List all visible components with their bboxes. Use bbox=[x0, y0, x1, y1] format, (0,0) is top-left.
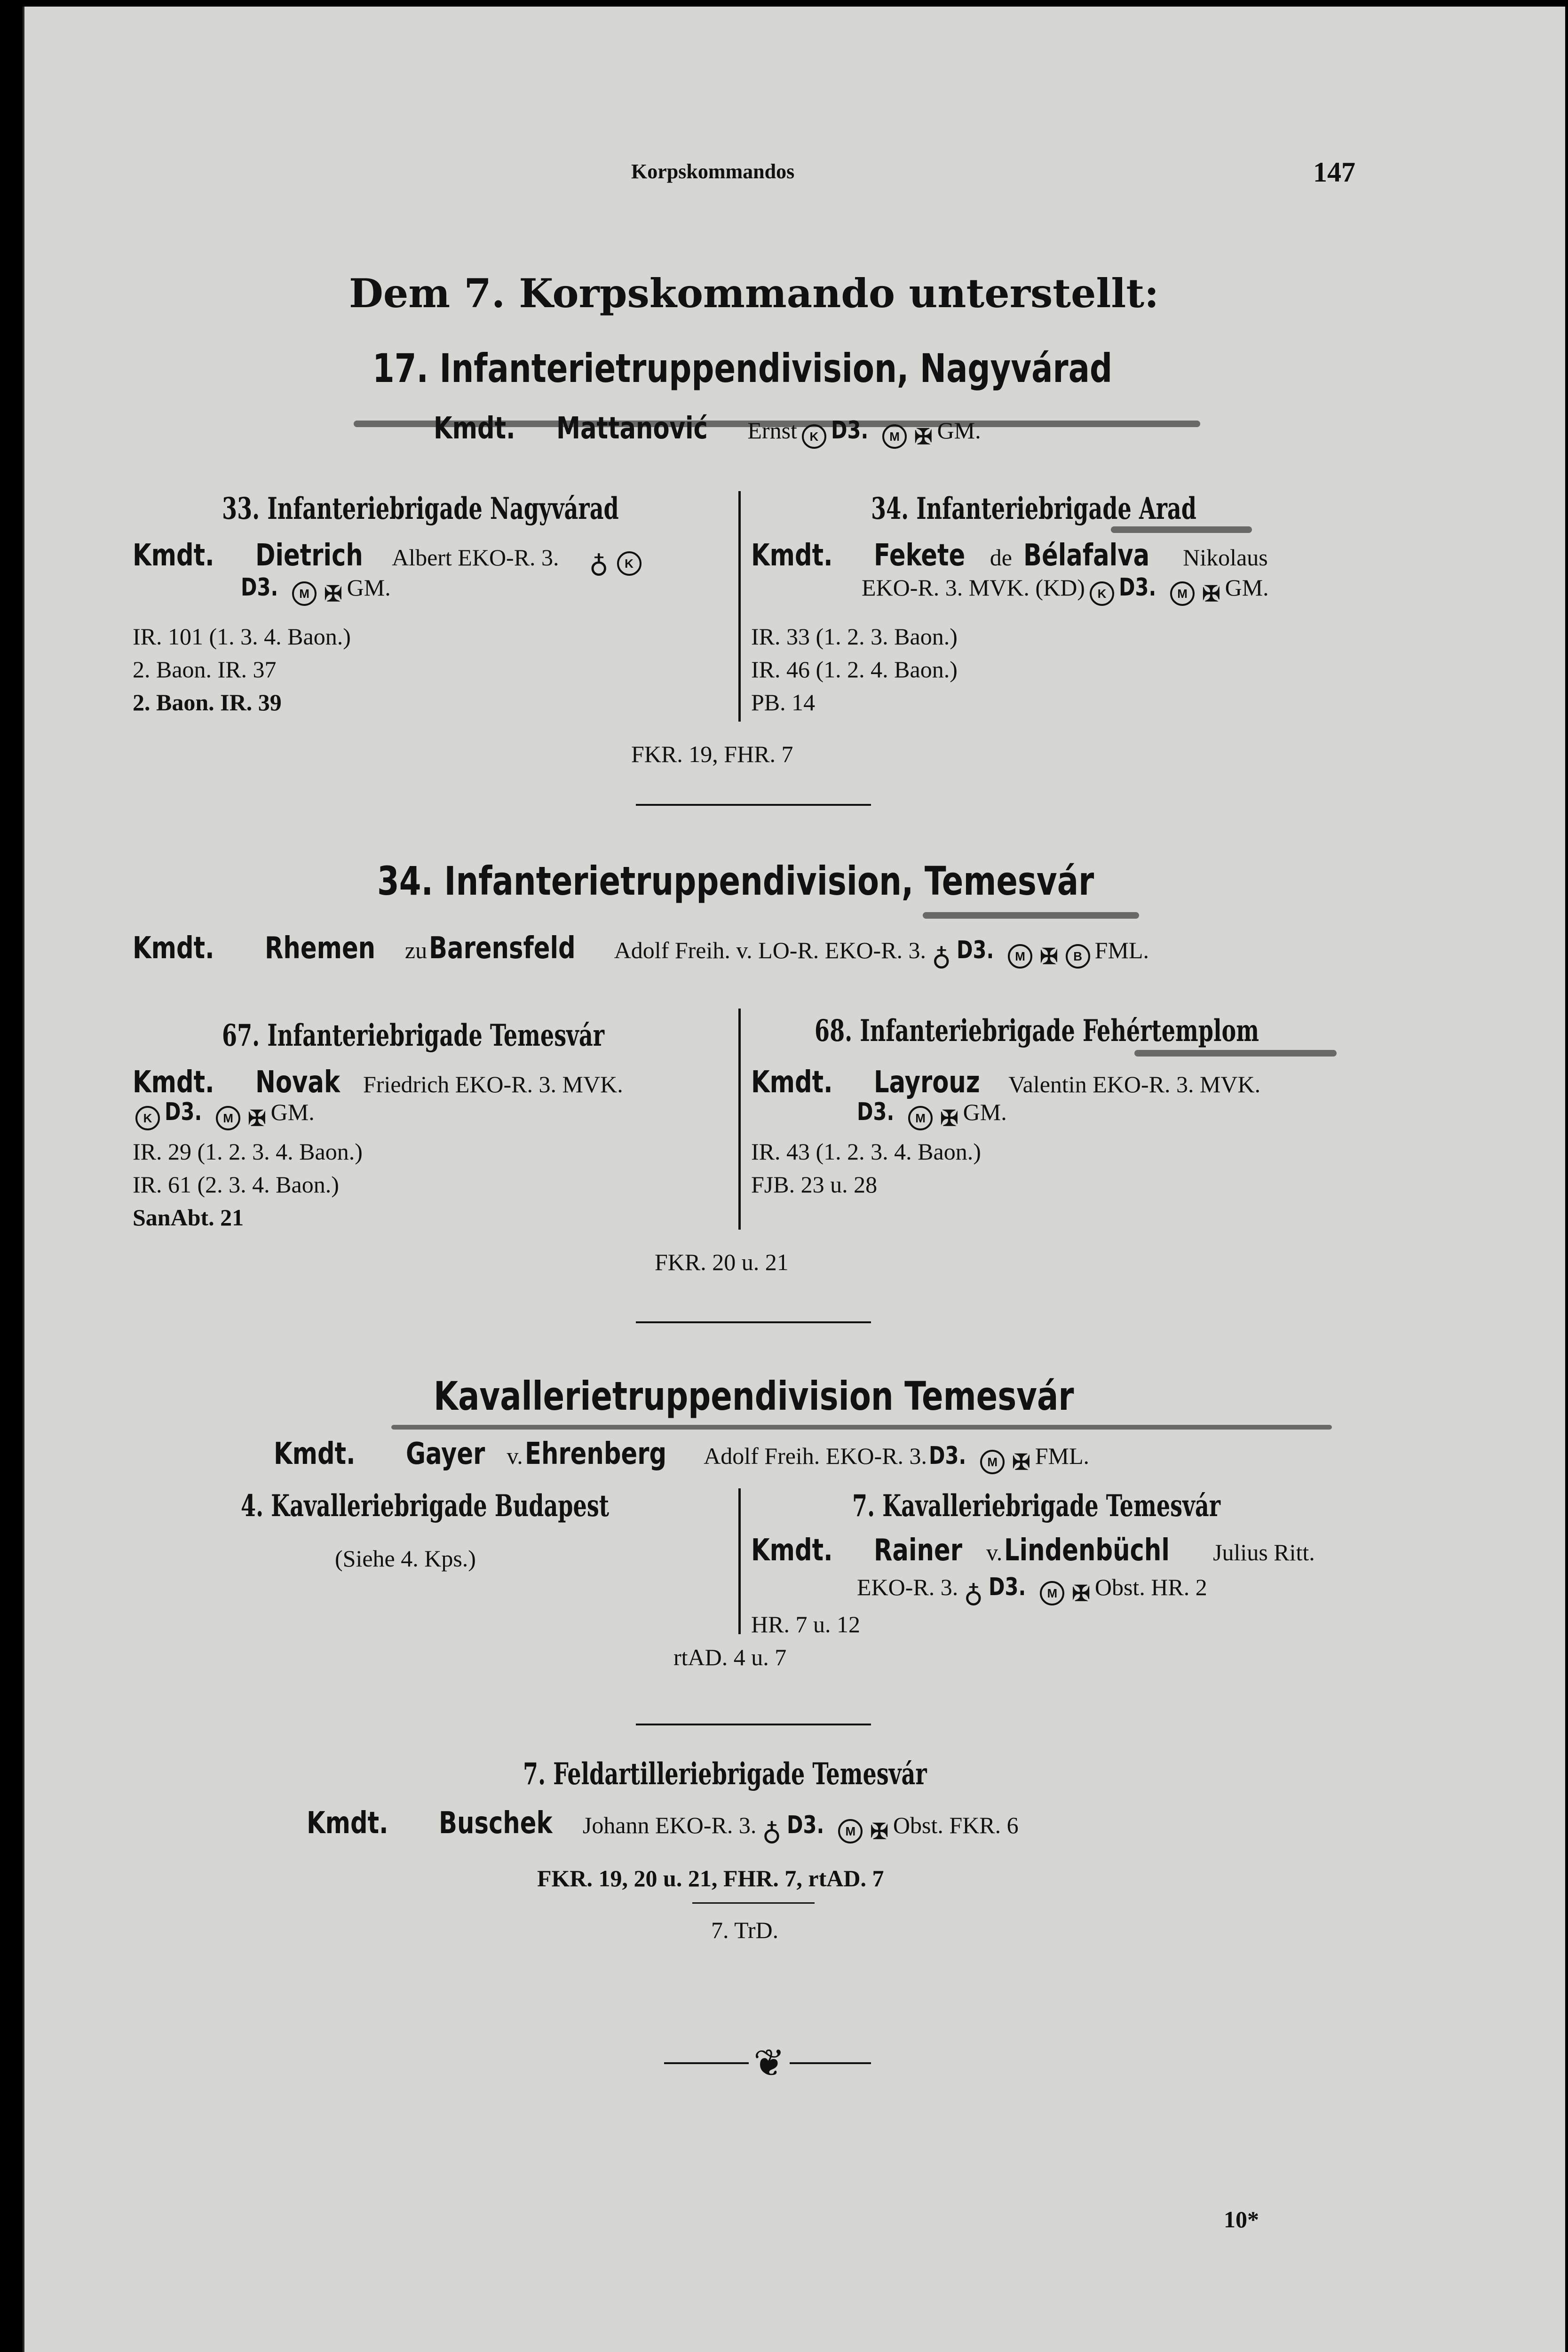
unit-line: PB. 14 bbox=[751, 689, 816, 715]
commander-name: Novak bbox=[255, 1065, 340, 1100]
kmdt-label: Kmdt. bbox=[133, 931, 214, 966]
commander-name: Dietrich bbox=[255, 538, 363, 573]
cavalry-artillery: rtAD. 4 u. 7 bbox=[673, 1644, 787, 1670]
brigade-33-commander bbox=[133, 538, 644, 579]
d3-label: D3. bbox=[241, 573, 278, 602]
commander-rank: GM. bbox=[937, 417, 981, 444]
m-icon: M bbox=[292, 581, 317, 606]
cavalry-brigade-4-title: 4. Kavalleriebrigade Budapest bbox=[241, 1488, 610, 1524]
commander-details: EKO-R. 3. MVK. (KD) bbox=[862, 574, 1085, 601]
d3-label: D3. bbox=[989, 1573, 1026, 1601]
nobility-particle: zu bbox=[404, 937, 428, 963]
m-icon: M bbox=[980, 1450, 1005, 1474]
print-smudge bbox=[1111, 526, 1252, 533]
brigade-67-rank bbox=[133, 1098, 315, 1131]
commander-name-2: Lindenbüchl bbox=[1004, 1533, 1170, 1568]
commander-details: Johann EKO-R. 3. bbox=[582, 1812, 757, 1838]
m-icon: M bbox=[216, 1106, 240, 1130]
nobility-particle: v. bbox=[507, 1443, 523, 1469]
commander-given: Julius Ritt. bbox=[1213, 1539, 1315, 1565]
unit-line: IR. 43 (1. 2. 3. 4. Baon.) bbox=[751, 1138, 981, 1165]
artillery-brigade-commander bbox=[307, 1806, 1019, 1847]
k-icon: K bbox=[802, 424, 826, 449]
print-smudge bbox=[391, 1425, 1332, 1430]
brigade-34-title: 34. Infanteriebrigade Arad bbox=[871, 491, 1196, 526]
commander-rank: Obst. HR. 2 bbox=[1094, 1574, 1207, 1600]
unit-line: IR. 33 (1. 2. 3. Baon.) bbox=[751, 623, 958, 650]
d3-label: D3. bbox=[165, 1098, 202, 1126]
commander-name: Gayer bbox=[406, 1437, 485, 1471]
commander-details: Valentin EKO-R. 3. MVK. bbox=[1008, 1071, 1261, 1097]
section-rule bbox=[636, 804, 871, 806]
unit-line: IR. 101 (1. 3. 4. Baon.) bbox=[133, 623, 351, 650]
signature-mark: 10* bbox=[1224, 2206, 1259, 2233]
b-icon: B bbox=[1066, 944, 1090, 969]
unit-line: SanAbt. 21 bbox=[133, 1204, 244, 1231]
unit-line: 2. Baon. IR. 37 bbox=[133, 656, 277, 683]
nobility-particle: de bbox=[990, 544, 1012, 571]
commander-name: Rhemen bbox=[265, 931, 376, 966]
print-smudge bbox=[923, 912, 1139, 919]
division-34-artillery: FKR. 20 u. 21 bbox=[655, 1249, 789, 1275]
division-17-title: 17. Infanterietruppendivision, Nagyvárad bbox=[372, 345, 1113, 391]
k-icon: K bbox=[1090, 581, 1114, 606]
division-17-artillery: FKR. 19, FHR. 7 bbox=[631, 741, 793, 767]
brigade-68-title: 68. Infanteriebrigade Fehértemplom bbox=[815, 1013, 1259, 1049]
artillery-units: FKR. 19, 20 u. 21, FHR. 7, rtAD. 7 bbox=[537, 1865, 884, 1891]
d3-label: D3. bbox=[1118, 573, 1156, 602]
m-icon: M bbox=[1040, 1581, 1064, 1605]
commander-name-2: Bélafalva bbox=[1023, 538, 1150, 573]
commander-details: Albert EKO-R. 3. bbox=[392, 544, 559, 571]
running-title: Korpskommandos bbox=[631, 160, 795, 183]
commander-given: Ernst bbox=[747, 417, 797, 444]
artillery-brigade-title: 7. Feldartilleriebrigade Temesvár bbox=[523, 1756, 927, 1792]
unit-line: HR. 7 u. 12 bbox=[751, 1611, 860, 1637]
unit-line: IR. 46 (1. 2. 4. Baon.) bbox=[751, 656, 958, 683]
section-rule bbox=[636, 1724, 871, 1725]
d3-label: D3. bbox=[857, 1098, 895, 1126]
cavalry-brigade-7-title: 7. Kavalleriebrigade Temesvár bbox=[852, 1488, 1221, 1524]
kmdt-label: Kmdt. bbox=[751, 1065, 833, 1100]
cross-icon: ✠ bbox=[940, 1106, 958, 1131]
commander-details: Adolf Freih. EKO-R. 3. bbox=[704, 1443, 927, 1469]
commander-rank: FML. bbox=[1094, 937, 1149, 963]
cavalry-brigade-7-commander bbox=[751, 1533, 1315, 1568]
commander-name-2: Ehrenberg bbox=[524, 1437, 666, 1471]
train-division: 7. TrD. bbox=[711, 1917, 779, 1943]
cross-icon: ✠ bbox=[870, 1820, 888, 1844]
cavalry-brigade-7-rank bbox=[857, 1573, 1207, 1609]
cross-icon: ✠ bbox=[248, 1106, 266, 1131]
commander-rank: GM. bbox=[270, 1099, 315, 1125]
cavalry-brigade-4-note: (Siehe 4. Kps.) bbox=[335, 1545, 476, 1572]
m-icon: M bbox=[1170, 581, 1195, 606]
unit-line: IR. 29 (1. 2. 3. 4. Baon.) bbox=[133, 1138, 363, 1165]
nobility-particle: v. bbox=[986, 1539, 1003, 1565]
k-icon: K bbox=[617, 551, 641, 576]
d3-label: D3. bbox=[929, 1442, 966, 1470]
commander-rank: FML. bbox=[1035, 1443, 1090, 1469]
m-icon: M bbox=[838, 1819, 863, 1843]
cavalry-division-commander bbox=[274, 1437, 1089, 1475]
short-rule bbox=[692, 1902, 815, 1904]
section-rule bbox=[636, 1321, 871, 1323]
unit-line: 2. Baon. IR. 39 bbox=[133, 689, 282, 715]
cross-icon: ✠ bbox=[324, 582, 342, 606]
unit-line: FJB. 23 u. 28 bbox=[751, 1171, 878, 1198]
commander-given: Nikolaus bbox=[1183, 544, 1268, 571]
division-34-title: 34. Infanterietruppendivision, Temesvár bbox=[377, 858, 1094, 904]
kmdt-label: Kmdt. bbox=[751, 1533, 833, 1568]
cross-icon: ✠ bbox=[1072, 1581, 1090, 1606]
print-smudge bbox=[1134, 1050, 1337, 1057]
commander-rank: GM. bbox=[963, 1099, 1007, 1125]
m-icon: M bbox=[908, 1106, 933, 1130]
commander-name: Rainer bbox=[874, 1533, 962, 1568]
cross-icon: ✠ bbox=[1040, 945, 1058, 969]
commander-name: Layrouz bbox=[874, 1065, 980, 1100]
page-number: 147 bbox=[1313, 157, 1355, 188]
column-divider bbox=[738, 491, 741, 722]
commander-rank: GM. bbox=[1225, 574, 1269, 601]
commander-details: Adolf Freih. v. LO-R. EKO-R. 3. bbox=[614, 937, 927, 963]
brigade-67-commander bbox=[133, 1065, 623, 1100]
brigade-33-title: 33. Infanteriebrigade Nagyvárad bbox=[222, 491, 619, 526]
column-divider bbox=[738, 1488, 741, 1634]
main-heading: Dem 7. Korpskommando unterstellt: bbox=[349, 270, 1159, 317]
column-divider bbox=[738, 1009, 741, 1230]
kmdt-label: Kmdt. bbox=[133, 538, 214, 573]
commander-name: Mattanović bbox=[556, 411, 708, 446]
m-icon: M bbox=[1008, 944, 1032, 969]
m-icon: M bbox=[882, 424, 907, 449]
brigade-34-rank bbox=[862, 573, 1269, 606]
commander-details: EKO-R. 3. bbox=[857, 1574, 958, 1600]
kmdt-label: Kmdt. bbox=[274, 1437, 356, 1471]
order-icon: ♁ bbox=[964, 1579, 983, 1608]
cavalry-division-title: Kavallerietruppendivision Temesvár bbox=[434, 1373, 1074, 1419]
d3-label: D3. bbox=[787, 1811, 824, 1839]
kmdt-label: Kmdt. bbox=[307, 1806, 388, 1841]
commander-name: Buschek bbox=[439, 1806, 553, 1841]
ornament-icon: ❦ bbox=[749, 2041, 790, 2085]
brigade-68-rank bbox=[857, 1098, 1007, 1131]
cross-icon: ✠ bbox=[1202, 582, 1220, 606]
order-icon: ♁ bbox=[589, 549, 609, 579]
commander-rank: GM. bbox=[347, 574, 391, 601]
cross-icon: ✠ bbox=[1012, 1450, 1030, 1475]
commander-rank: Obst. FKR. 6 bbox=[893, 1812, 1019, 1838]
unit-line: IR. 61 (2. 3. 4. Baon.) bbox=[133, 1171, 339, 1198]
order-icon: ♁ bbox=[932, 942, 951, 971]
kmdt-label: Kmdt. bbox=[133, 1065, 214, 1100]
k-icon: K bbox=[135, 1106, 160, 1130]
d3-label: D3. bbox=[957, 936, 994, 964]
d3-label: D3. bbox=[831, 416, 869, 445]
division-34-commander bbox=[133, 931, 1149, 972]
division-17-commander bbox=[434, 411, 981, 449]
book-page bbox=[23, 7, 1565, 2352]
kmdt-label: Kmdt. bbox=[751, 538, 833, 573]
brigade-34-commander bbox=[751, 538, 1268, 573]
brigade-67-title: 67. Infanteriebrigade Temesvár bbox=[222, 1018, 605, 1053]
kmdt-label: Kmdt. bbox=[434, 411, 515, 446]
brigade-68-commander bbox=[751, 1065, 1260, 1100]
cross-icon: ✠ bbox=[914, 425, 933, 449]
brigade-33-rank bbox=[241, 573, 391, 606]
commander-details: Friedrich EKO-R. 3. MVK. bbox=[363, 1071, 623, 1097]
order-icon: ♁ bbox=[762, 1817, 782, 1846]
commander-name-2: Barensfeld bbox=[429, 931, 576, 966]
commander-name: Fekete bbox=[874, 538, 966, 573]
